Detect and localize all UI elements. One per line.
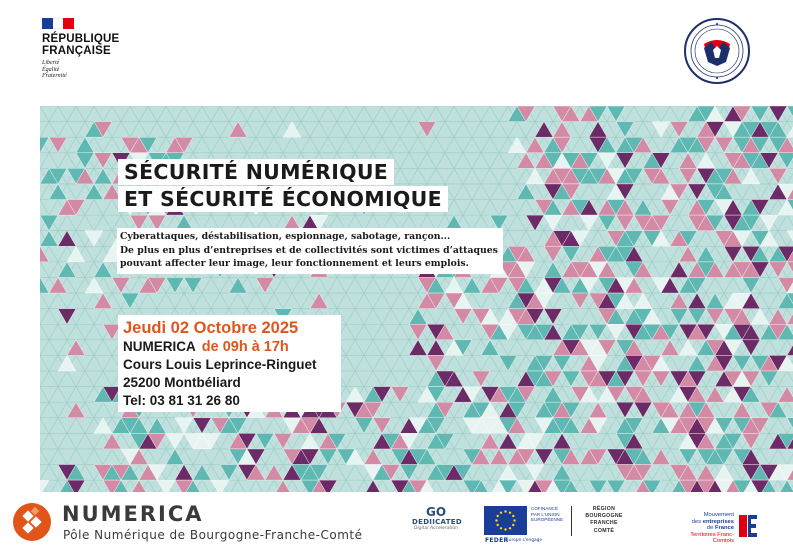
- region-line1: RÉGION: [592, 506, 616, 512]
- pattern-triangle: [769, 168, 787, 184]
- pattern-triangle: [85, 277, 103, 293]
- pattern-triangle: [526, 137, 544, 153]
- region-line4: COMTÉ: [593, 527, 615, 534]
- pattern-triangle: [787, 231, 793, 247]
- pattern-triangle: [553, 433, 571, 449]
- pattern-triangle: [58, 262, 76, 278]
- pattern-triangle: [103, 433, 121, 449]
- pattern-triangle: [670, 122, 688, 138]
- pattern-triangle: [616, 215, 634, 231]
- pattern-triangle: [454, 309, 472, 325]
- pattern-triangle: [85, 184, 103, 200]
- pattern-triangle: [508, 137, 526, 153]
- numerica-name: NUMERICA: [62, 502, 204, 526]
- pattern-triangle: [472, 371, 490, 387]
- dedicated-tag: Digital Acceleration: [413, 526, 459, 531]
- pattern-triangle: [706, 387, 724, 403]
- pattern-triangle: [787, 262, 793, 278]
- pattern-triangle: [742, 433, 760, 449]
- eu-text-line1: COFINANCÉ: [531, 506, 559, 511]
- eu-flag-icon: [484, 506, 527, 535]
- pattern-triangle: [607, 480, 625, 492]
- rf-motto-fraternite: Fraternité: [42, 73, 67, 79]
- pattern-triangle: [193, 465, 211, 481]
- pattern-triangle: [526, 215, 544, 231]
- pattern-triangle: [571, 293, 589, 309]
- medef-logo: [672, 512, 734, 545]
- page-title-line1: SÉCURITÉ NUMÉRIQUE: [118, 159, 394, 185]
- pattern-triangle: [544, 262, 562, 278]
- pattern-triangle: [517, 184, 535, 200]
- pattern-triangle: [355, 418, 373, 434]
- pattern-triangle: [175, 465, 193, 481]
- pattern-triangle: [670, 262, 688, 278]
- dedicated-name: DEDIICATED: [412, 518, 462, 526]
- pattern-triangle: [787, 106, 793, 122]
- rf-name-line2: FRANÇAISE: [42, 45, 111, 57]
- pattern-triangle: [409, 340, 427, 356]
- event-phone: Tel: 03 81 31 26 80: [123, 393, 240, 408]
- pattern-triangle: [706, 309, 724, 325]
- eu-star-icon: [500, 512, 502, 514]
- pattern-triangle: [445, 277, 463, 293]
- pattern-triangle: [562, 371, 580, 387]
- pattern-triangle: [49, 277, 67, 293]
- pattern-triangle: [706, 293, 724, 309]
- pattern-triangle: [778, 153, 793, 169]
- pattern-triangle: [715, 137, 733, 153]
- pattern-triangle: [742, 340, 760, 356]
- eu-cofinance-text: [531, 506, 567, 523]
- pattern-triangle: [310, 293, 328, 309]
- pattern-triangle: [58, 355, 76, 371]
- pattern-triangle: [76, 153, 94, 169]
- feder-label: FEDER: [485, 537, 509, 544]
- pattern-triangle: [58, 309, 76, 325]
- pattern-triangle: [373, 418, 391, 434]
- pattern-triangle: [220, 465, 238, 481]
- pattern-triangle: [40, 215, 58, 231]
- eu-star-icon: [512, 524, 514, 526]
- eu-star-icon: [500, 527, 502, 529]
- medef-mark-icon: [737, 513, 759, 539]
- pattern-triangle: [589, 324, 607, 340]
- pattern-triangle: [751, 106, 769, 122]
- pattern-triangle: [166, 433, 184, 449]
- pattern-triangle: [616, 153, 634, 169]
- pattern-triangle: [94, 293, 112, 309]
- pattern-triangle: [742, 168, 760, 184]
- region-line3: FRANCHE: [590, 520, 618, 527]
- pattern-triangle: [130, 480, 148, 492]
- pattern-triangle: [544, 246, 562, 262]
- pattern-triangle: [526, 168, 544, 184]
- pattern-triangle: [553, 465, 571, 481]
- pattern-triangle: [652, 371, 670, 387]
- rf-motto-egalite: Égalité: [42, 66, 60, 73]
- pattern-triangle: [40, 231, 58, 247]
- event-date: Jeudi 02 Octobre 2025: [123, 319, 299, 337]
- pattern-triangle: [688, 355, 706, 371]
- pattern-triangle: [94, 168, 112, 184]
- pattern-triangle: [157, 480, 175, 492]
- page-title-line2: ET SÉCURITÉ ÉCONOMIQUE: [118, 186, 448, 212]
- pattern-triangle: [787, 122, 793, 138]
- feder-note: Europe s'engage: [506, 538, 542, 543]
- pattern-triangle: [652, 449, 670, 465]
- pattern-triangle: [94, 153, 112, 169]
- event-street: Cours Louis Leprince-Ringuet: [123, 357, 317, 372]
- pattern-triangle: [319, 449, 337, 465]
- pattern-triangle: [688, 184, 706, 200]
- pattern-triangle: [301, 433, 319, 449]
- pattern-triangle: [598, 153, 616, 169]
- pattern-triangle: [94, 418, 112, 434]
- numerica-logo-icon: [12, 502, 52, 542]
- eu-text-line2: PAR L'UNION: [531, 511, 560, 517]
- pattern-triangle: [274, 480, 292, 492]
- pattern-triangle: [364, 449, 382, 465]
- pattern-triangle: [364, 480, 382, 492]
- pattern-triangle: [787, 418, 793, 434]
- french-flag-icon: [42, 18, 74, 29]
- pattern-triangle: [148, 418, 166, 434]
- pattern-triangle: [229, 122, 247, 138]
- pattern-triangle: [679, 340, 697, 356]
- pattern-triangle: [526, 465, 544, 481]
- pattern-triangle: [697, 246, 715, 262]
- pattern-triangle: [607, 324, 625, 340]
- description-line3: pouvant affecter leur image, leur fonctionnement et leurs emplois.: [120, 258, 469, 269]
- pattern-triangle: [778, 387, 793, 403]
- pattern-triangle: [742, 277, 760, 293]
- region-line2: BOURGOGNE: [585, 513, 623, 520]
- pattern-triangle: [499, 465, 517, 481]
- pattern-triangle: [85, 231, 103, 247]
- pattern-triangle: [598, 215, 616, 231]
- medef-line1: Mouvement: [703, 512, 734, 518]
- pattern-triangle: [400, 465, 418, 481]
- pattern-triangle: [121, 293, 139, 309]
- pattern-triangle: [760, 371, 778, 387]
- event-venue-row: [123, 338, 336, 356]
- pattern-triangle: [616, 122, 634, 138]
- event-hours: de 09h à 17h: [201, 339, 289, 355]
- pattern-triangle: [769, 106, 787, 122]
- pattern-triangle: [733, 402, 751, 418]
- pattern-triangle: [193, 418, 211, 434]
- eu-star-icon: [504, 528, 506, 530]
- pattern-triangle: [616, 402, 634, 418]
- eu-star-icon: [513, 519, 515, 521]
- pattern-triangle: [553, 122, 571, 138]
- pattern-triangle: [778, 480, 793, 492]
- pattern-triangle: [769, 262, 787, 278]
- dedicated-logo: [412, 506, 460, 531]
- region-bfc-logo: [576, 506, 632, 535]
- pattern-triangle: [229, 277, 247, 293]
- rf-name-line1: RÉPUBLIQUE: [42, 33, 120, 45]
- pattern-triangle: [112, 277, 130, 293]
- pattern-triangle: [580, 215, 598, 231]
- national-police-seal-icon: [684, 18, 750, 84]
- rf-motto-liberte: Liberté: [42, 60, 60, 66]
- pattern-triangle: [274, 433, 292, 449]
- pattern-triangle: [67, 402, 85, 418]
- pattern-triangle: [679, 449, 697, 465]
- medef-line2-a: des: [691, 518, 703, 525]
- eu-star-icon: [504, 510, 506, 512]
- eu-star-icon: [495, 519, 497, 521]
- pattern-triangle: [679, 153, 697, 169]
- description-line2: De plus en plus d’entreprises et de collectivités sont victimes d’attaques: [120, 244, 498, 256]
- description: [117, 228, 503, 274]
- pattern-triangle: [166, 277, 184, 293]
- pattern-triangle: [94, 262, 112, 278]
- pattern-triangle: [265, 465, 283, 481]
- pattern-triangle: [679, 168, 697, 184]
- pattern-triangle: [40, 480, 49, 492]
- medef-line2-b: entreprises: [702, 518, 734, 525]
- pattern-triangle: [535, 449, 553, 465]
- eu-star-icon: [509, 512, 511, 514]
- pattern-triangle: [697, 153, 715, 169]
- pattern-triangle: [481, 433, 499, 449]
- pattern-triangle: [49, 184, 67, 200]
- event-city: 25200 Montbéliard: [123, 375, 241, 390]
- pattern-triangle: [211, 480, 229, 492]
- pattern-triangle: [733, 355, 751, 371]
- pattern-triangle: [58, 231, 76, 247]
- pattern-triangle: [760, 215, 778, 231]
- pattern-triangle: [634, 402, 652, 418]
- pattern-triangle: [67, 246, 85, 262]
- pattern-triangle: [544, 387, 562, 403]
- medef-line4: Territoires Franc-Comtois: [690, 531, 734, 545]
- medef-line3-a: de: [706, 525, 715, 532]
- pattern-triangle: [697, 465, 715, 481]
- pattern-triangle: [76, 137, 94, 153]
- pattern-triangle: [553, 355, 571, 371]
- pattern-triangle: [787, 340, 793, 356]
- dedicated-mark: GO: [425, 505, 447, 519]
- pattern-triangle: [490, 449, 508, 465]
- pattern-triangle: [67, 340, 85, 356]
- pattern-triangle: [409, 309, 427, 325]
- pattern-triangle: [724, 246, 742, 262]
- eu-star-icon: [509, 527, 511, 529]
- pattern-triangle: [427, 340, 445, 356]
- pattern-triangle: [283, 122, 301, 138]
- republique-francaise-logo: [42, 18, 152, 80]
- pattern-triangle: [634, 200, 652, 216]
- pattern-triangle: [166, 449, 184, 465]
- pattern-triangle: [391, 387, 409, 403]
- pattern-triangle: [589, 122, 607, 138]
- eu-text-line3: EUROPÉENNE: [531, 517, 564, 523]
- pattern-triangle: [589, 402, 607, 418]
- pattern-triangle: [175, 418, 193, 434]
- eu-star-icon: [497, 515, 499, 517]
- pattern-triangle: [670, 309, 688, 325]
- event-info-box: [118, 315, 341, 412]
- region-divider: [571, 506, 572, 536]
- pattern-triangle: [535, 122, 553, 138]
- pattern-triangle: [769, 309, 787, 325]
- pattern-triangle: [499, 433, 517, 449]
- pattern-triangle: [562, 246, 580, 262]
- pattern-triangle: [346, 387, 364, 403]
- pattern-triangle: [49, 137, 67, 153]
- pattern-triangle: [688, 309, 706, 325]
- pattern-triangle: [652, 122, 670, 138]
- pattern-triangle: [256, 277, 274, 293]
- pattern-triangle: [715, 465, 733, 481]
- pattern-triangle: [661, 340, 679, 356]
- pattern-triangle: [661, 200, 679, 216]
- pattern-triangle: [751, 309, 769, 325]
- pattern-triangle: [670, 293, 688, 309]
- eu-star-icon: [512, 515, 514, 517]
- rf-motto: [42, 60, 152, 80]
- eu-star-icon: [497, 524, 499, 526]
- pattern-triangle: [679, 246, 697, 262]
- medef-line3-b: France: [714, 525, 734, 532]
- pattern-triangle: [463, 277, 481, 293]
- pattern-triangle: [256, 433, 274, 449]
- pattern-triangle: [589, 480, 607, 492]
- pattern-triangle: [634, 371, 652, 387]
- pattern-triangle: [517, 153, 535, 169]
- pattern-triangle: [634, 293, 652, 309]
- pattern-triangle: [499, 355, 517, 371]
- pattern-triangle: [184, 277, 202, 293]
- pattern-triangle: [688, 293, 706, 309]
- pattern-triangle: [607, 106, 625, 122]
- pattern-triangle: [481, 340, 499, 356]
- pattern-triangle: [787, 309, 793, 325]
- pattern-triangle: [418, 122, 436, 138]
- pattern-triangle: [544, 215, 562, 231]
- pattern-triangle: [409, 324, 427, 340]
- event-venue: NUMERICA: [123, 339, 196, 354]
- pattern-triangle: [427, 355, 445, 371]
- numerica-subtitle: Pôle Numérique de Bourgogne-Franche-Comté: [63, 528, 363, 542]
- pattern-triangle: [544, 309, 562, 325]
- description-line1: Cyberattaques, déstabilisation, espionnage, sabotage, rançon...: [120, 231, 451, 242]
